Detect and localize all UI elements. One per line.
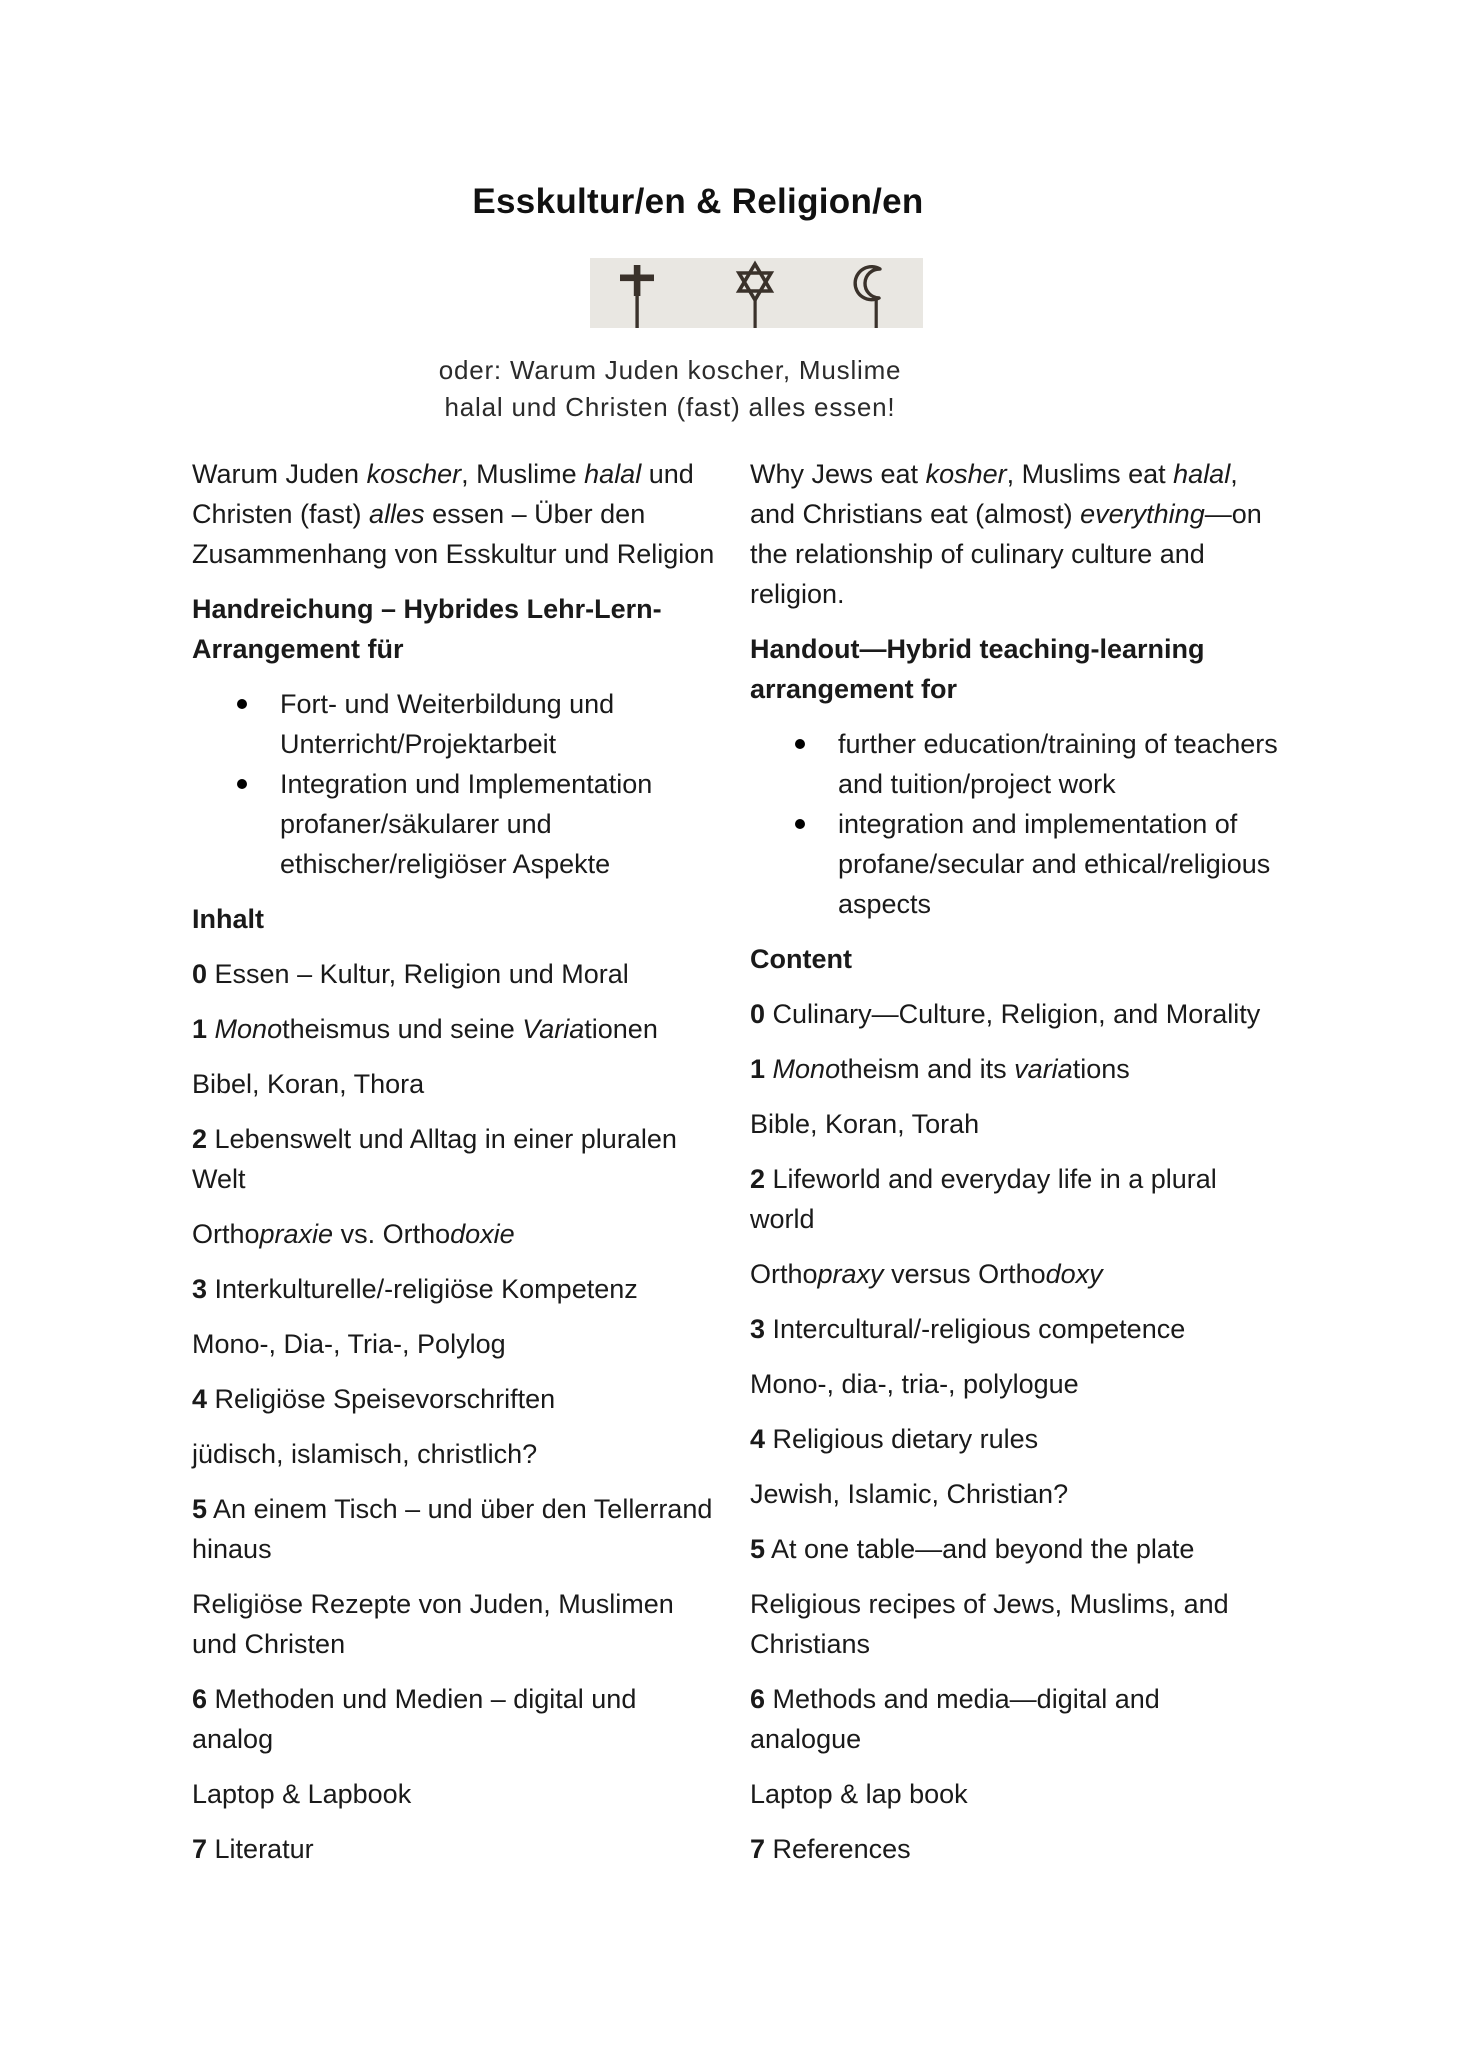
text [207, 1014, 215, 1044]
text: Handout—Hybrid teaching-learning arrangement for [750, 634, 1205, 704]
two-column-content [192, 454, 1464, 1884]
text: Religious recipes of Jews, Muslims, and Christians [750, 1589, 1229, 1659]
text: versus Ortho [883, 1259, 1046, 1289]
paragraph [192, 1214, 720, 1254]
paragraph [192, 1584, 720, 1664]
paragraph [750, 994, 1278, 1034]
text: Laptop & Lapbook [192, 1779, 412, 1809]
paragraph [192, 1009, 720, 1049]
bold-text: 1 [750, 1054, 766, 1084]
text: , and Christians eat (almost) [750, 459, 1238, 529]
text: Intercultural/-religious competence [765, 1314, 1186, 1344]
bold-text: 5 [192, 1494, 208, 1524]
section-heading [192, 589, 720, 669]
italic-text: Mono [772, 1054, 841, 1084]
text: Handreichung – Hybrides Lehr-Lern-Arrangement für [192, 594, 662, 664]
text: Integration und Implementation profaner/säkularer und ethischer/religiöser Aspekte [280, 769, 653, 879]
italic-text: everything [1080, 499, 1205, 529]
section-heading [192, 899, 720, 939]
italic-text: Mono [214, 1014, 283, 1044]
italic-text: alles [369, 499, 425, 529]
italic-text: Varia [522, 1014, 585, 1044]
italic-text: praxie [259, 1219, 334, 1249]
bold-text: 0 [750, 999, 766, 1029]
paragraph [192, 954, 720, 994]
section-heading [750, 939, 1278, 979]
bold-text: 6 [750, 1684, 766, 1714]
paragraph [750, 1474, 1278, 1514]
text: References [765, 1834, 911, 1864]
paragraph [192, 1829, 720, 1869]
subtitle [439, 352, 902, 426]
text: Culinary—Culture, Religion, and Morality [765, 999, 1261, 1029]
text: Methods and media—digital and analogue [750, 1684, 1160, 1754]
paragraph [192, 1119, 720, 1199]
section-heading [750, 629, 1278, 709]
text: Content [750, 944, 852, 974]
subtitle-line-1: oder: Warum Juden koscher, Muslime [438, 355, 902, 385]
text: Bible, Koran, Torah [750, 1109, 980, 1139]
text: , Muslime [461, 459, 585, 489]
italic-text: halal [584, 459, 642, 489]
italic-text: kosher [925, 459, 1007, 489]
text: Inhalt [192, 904, 264, 934]
paragraph [750, 1679, 1278, 1759]
christian-cross-icon [620, 265, 654, 328]
paragraph [750, 1584, 1278, 1664]
paragraph [192, 1489, 720, 1569]
text: vs. Ortho [333, 1219, 451, 1249]
text: Religiöse Speisevorschriften [207, 1384, 556, 1414]
text: integration and implementation of profane/secular and ethical/religious aspects [838, 809, 1271, 919]
text: Mono-, dia-, tria-, polylogue [750, 1369, 1079, 1399]
star-of-david-icon [739, 264, 771, 328]
paragraph [750, 454, 1278, 614]
text: Mono-, Dia-, Tria-, Polylog [192, 1329, 506, 1359]
text: theismus und seine [282, 1014, 523, 1044]
paragraph [750, 1419, 1278, 1459]
list-item [838, 724, 1278, 804]
text: An einem Tisch – und über den Tellerrand hinaus [192, 1494, 713, 1564]
italic-text: koscher [366, 459, 462, 489]
text: tionen [584, 1014, 658, 1044]
text: Lebenswelt und Alltag in einer pluralen Welt [192, 1124, 677, 1194]
paragraph [192, 1679, 720, 1759]
text: Warum Juden [192, 459, 367, 489]
text: —on the relationship of culinary culture and religion. [750, 499, 1262, 609]
list-item [838, 804, 1278, 924]
paragraph [192, 1434, 720, 1474]
paragraph [750, 1364, 1278, 1404]
paragraph [750, 1774, 1278, 1814]
paragraph [750, 1309, 1278, 1349]
paragraph [192, 1269, 720, 1309]
paragraph [192, 1064, 720, 1104]
text: theism and its [840, 1054, 1015, 1084]
text: Why Jews eat [750, 459, 926, 489]
text: Lifeworld and everyday life in a plural world [750, 1164, 1217, 1234]
italic-text: varia [1014, 1054, 1073, 1084]
text: Laptop & lap book [750, 1779, 968, 1809]
italic-text: praxy [817, 1259, 884, 1289]
column-german [192, 454, 720, 1884]
text: , Muslims eat [1006, 459, 1174, 489]
text: Religious dietary rules [765, 1424, 1039, 1454]
list-item [280, 684, 720, 764]
bold-text: 2 [192, 1124, 208, 1154]
bold-text: 2 [750, 1164, 766, 1194]
text: Methoden und Medien – digital und analog [192, 1684, 637, 1754]
bold-text: 3 [192, 1274, 208, 1304]
text: At one table—and beyond the plate [765, 1534, 1195, 1564]
crescent-moon-icon [855, 267, 880, 328]
paragraph [750, 1104, 1278, 1144]
paragraph [750, 1159, 1278, 1239]
text: Bibel, Koran, Thora [192, 1069, 425, 1099]
text: jüdisch, islamisch, christlich? [192, 1439, 538, 1469]
bullet-list [192, 684, 720, 884]
text: Interkulturelle/-religiöse Kompetenz [207, 1274, 638, 1304]
paragraph [750, 1529, 1278, 1569]
text: further education/training of teachers and tuition/project work [838, 729, 1278, 799]
bold-text: 1 [192, 1014, 208, 1044]
paragraph [750, 1829, 1278, 1869]
bold-text: 6 [192, 1684, 208, 1714]
text: essen – Über den Zusammenhang von Esskultur und Religion [192, 499, 715, 569]
religious-symbols-photo [590, 258, 923, 328]
list-item [280, 764, 720, 884]
paragraph [192, 454, 720, 574]
text: tions [1072, 1054, 1130, 1084]
bold-text: 4 [192, 1384, 208, 1414]
bold-text: 5 [750, 1534, 766, 1564]
subtitle-line-2: halal und Christen (fast) alles essen! [444, 392, 896, 422]
paragraph [192, 1324, 720, 1364]
bullet-list [750, 724, 1278, 924]
text: Religiöse Rezepte von Juden, Muslimen und Christen [192, 1589, 674, 1659]
text: Fort- und Weiterbildung und Unterricht/Projektarbeit [280, 689, 615, 759]
text: Ortho [750, 1259, 818, 1289]
column-english [750, 454, 1278, 1884]
bold-text: 0 [192, 959, 208, 989]
text: Literatur [207, 1834, 314, 1864]
text: Essen – Kultur, Religion und Moral [207, 959, 629, 989]
italic-text: doxy [1045, 1259, 1103, 1289]
text: Ortho [192, 1219, 260, 1249]
bold-text: 7 [192, 1834, 208, 1864]
italic-text: halal [1173, 459, 1231, 489]
bold-text: 4 [750, 1424, 766, 1454]
text [765, 1054, 773, 1084]
page-title: Esskultur/en & Religion/en [472, 182, 924, 221]
text: und Christen (fast) [192, 459, 694, 529]
paragraph [750, 1254, 1278, 1294]
paragraph [192, 1774, 720, 1814]
paragraph [192, 1379, 720, 1419]
bold-text: 3 [750, 1314, 766, 1344]
italic-text: doxie [450, 1219, 515, 1249]
bold-text: 7 [750, 1834, 766, 1864]
paragraph [750, 1049, 1278, 1089]
religious-symbols-illustration [590, 258, 923, 328]
text: Jewish, Islamic, Christian? [750, 1479, 1069, 1509]
